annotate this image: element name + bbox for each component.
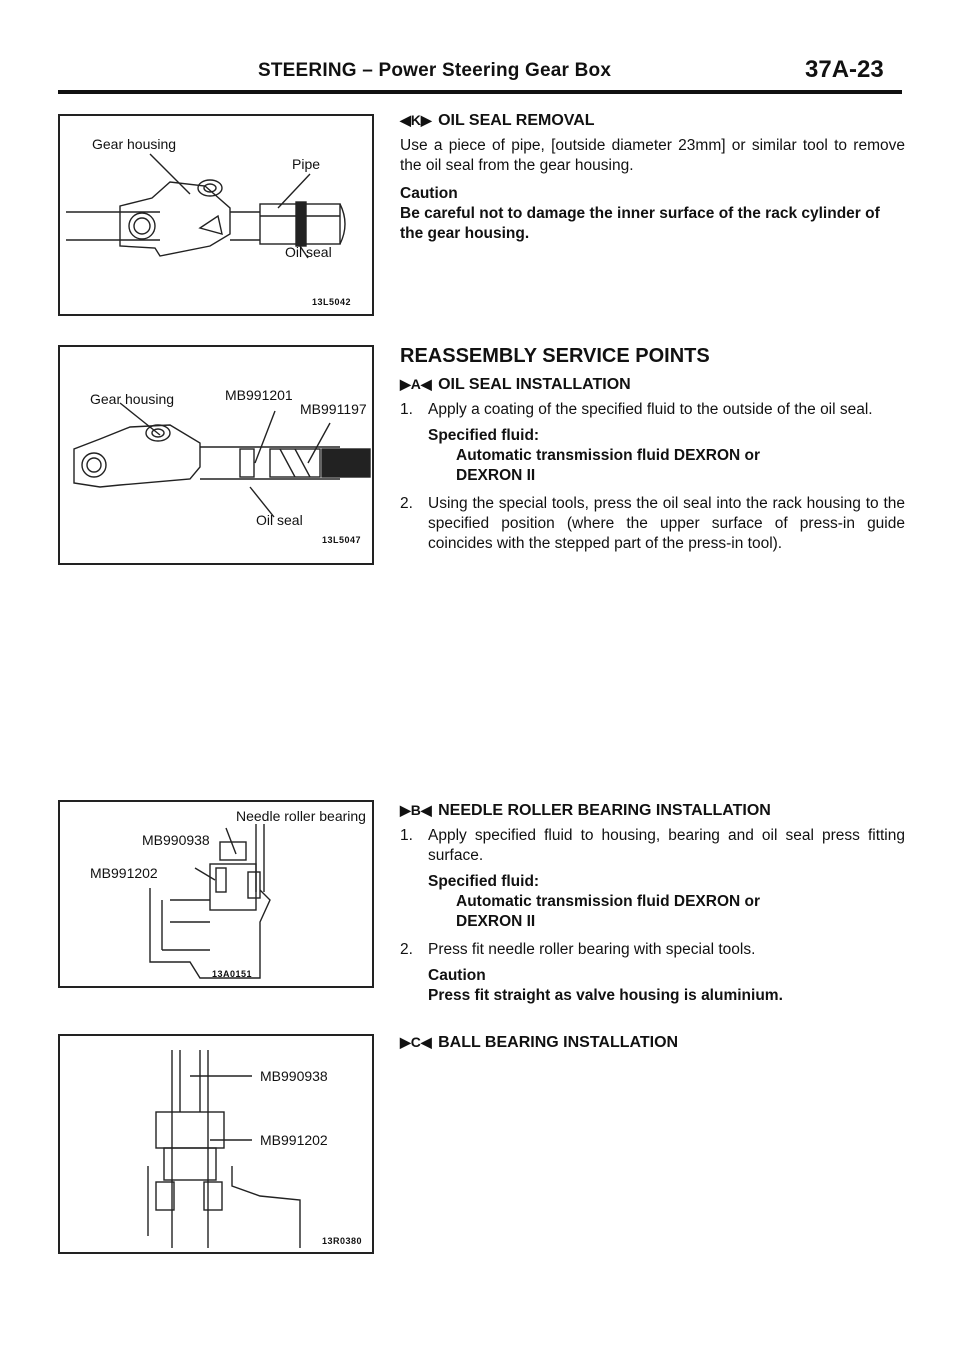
section-marker: ▶C◀	[400, 1034, 432, 1050]
section-marker: ▶A◀	[400, 376, 432, 392]
list-item	[400, 400, 905, 486]
figure-oil-seal-removal	[58, 114, 374, 316]
step-text: Apply a coating of the specified fluid to the outside of the oil seal.	[428, 401, 873, 418]
label-oil-seal: Oil seal	[256, 512, 303, 528]
reassembly-heading: REASSEMBLY SERVICE POINTS	[400, 345, 710, 367]
figure-code: 13L5042	[312, 297, 352, 307]
spec-value: DEXRON II	[456, 913, 536, 930]
label-oil-seal: Oil seal	[285, 244, 332, 260]
label-tool-mb991202: MB991202	[90, 865, 158, 881]
label-tool-mb991197: MB991197	[300, 401, 367, 417]
step-text: Press fit needle roller bearing with special tools.	[428, 941, 756, 958]
label-tool-mb990938: MB990938	[260, 1068, 328, 1084]
section-ball-bearing-installation	[400, 1034, 905, 1058]
section-heading-text: BALL BEARING INSTALLATION	[438, 1034, 679, 1051]
section-needle-bearing-installation	[400, 802, 905, 1014]
spec-label: Specified fluid:	[428, 427, 540, 444]
label-tool-mb991201: MB991201	[225, 387, 293, 403]
list-item	[400, 494, 905, 554]
section-heading-text: NEEDLE ROLLER BEARING INSTALLATION	[438, 802, 771, 819]
ball-bearing-installation-illustration	[60, 1036, 376, 1256]
section-heading	[400, 112, 905, 130]
figure-code: 13L5047	[322, 535, 362, 545]
figure-code: 13A0151	[212, 969, 253, 979]
section-heading-text: OIL SEAL REMOVAL	[438, 112, 595, 129]
section-heading	[400, 376, 905, 394]
oil-seal-installation-illustration	[60, 347, 376, 567]
section-marker: ▶B◀	[400, 802, 432, 818]
label-tool-mb991202: MB991202	[260, 1132, 328, 1148]
step-number: 2.	[400, 941, 413, 958]
step-number: 1.	[400, 827, 413, 844]
section-reassembly	[400, 345, 905, 562]
caution-block	[428, 966, 905, 1006]
section-heading-text: OIL SEAL INSTALLATION	[438, 376, 631, 393]
specified-fluid	[428, 426, 905, 486]
paragraph: Use a piece of pipe, [outside diameter 23mm] or similar tool to remove the oil seal from the gear housing.	[400, 137, 905, 174]
specified-fluid	[428, 872, 905, 932]
list-item	[400, 826, 905, 932]
section-marker: ◀K▶	[400, 112, 432, 128]
page-number: 37A-23	[805, 56, 884, 83]
section-heading	[400, 1034, 905, 1052]
label-pipe: Pipe	[292, 156, 321, 172]
step-list	[400, 826, 905, 1006]
page-header-title: STEERING – Power Steering Gear Box	[258, 60, 612, 81]
caution-text: Press fit straight as valve housing is aluminium.	[428, 987, 783, 1004]
spec-value: DEXRON II	[456, 467, 536, 484]
step-text: Apply specified fluid to housing, bearing and oil seal press fitting surface.	[428, 827, 905, 864]
figure-needle-bearing-installation	[58, 800, 374, 988]
step-list	[400, 400, 905, 554]
figure-oil-seal-installation	[58, 345, 374, 565]
label-gear-housing: Gear housing	[92, 136, 177, 152]
needle-bearing-installation-illustration	[60, 802, 376, 990]
figure-code: 13R0380	[322, 1236, 363, 1246]
step-number: 2.	[400, 495, 413, 512]
step-text: Using the special tools, press the oil seal into the rack housing to the specified position (where the upper surface of press-in guide coincides with the stepped part of the press-in tool).	[428, 495, 905, 552]
caution-label: Caution	[400, 185, 458, 202]
label-gear-housing: Gear housing	[90, 391, 175, 407]
section-heading	[400, 802, 905, 820]
header-rule	[58, 90, 902, 94]
caution-text: Be careful not to damage the inner surface of the rack cylinder of the gear housing.	[400, 205, 880, 242]
spec-value: Automatic transmission fluid DEXRON or	[456, 893, 761, 910]
list-item	[400, 940, 905, 1006]
section-oil-seal-removal	[400, 112, 905, 244]
label-tool-mb990938: MB990938	[142, 832, 210, 848]
step-number: 1.	[400, 401, 413, 418]
caution-label: Caution	[428, 967, 486, 984]
spec-label: Specified fluid:	[428, 873, 540, 890]
label-needle-roller-bearing: Needle roller bearing	[236, 808, 366, 824]
figure-ball-bearing-installation	[58, 1034, 374, 1254]
spec-value: Automatic transmission fluid DEXRON or	[456, 447, 761, 464]
